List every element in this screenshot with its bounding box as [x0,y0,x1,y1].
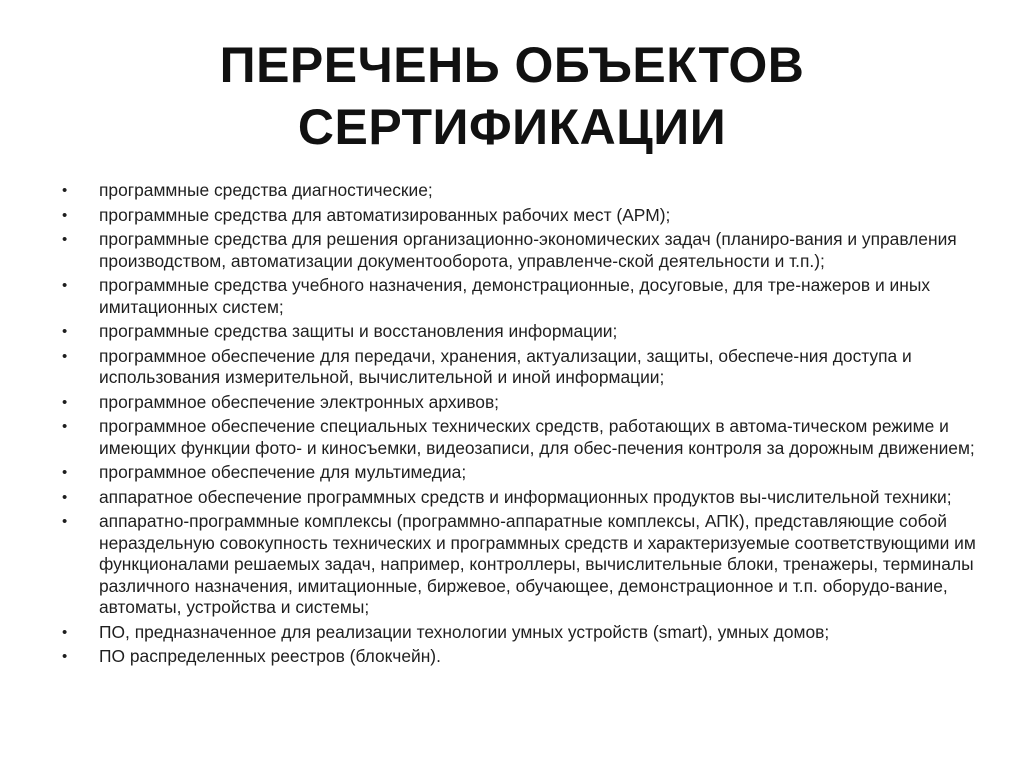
bullet-icon: • [62,393,68,411]
list-item [62,205,982,227]
list-item [62,487,982,509]
list-item-text: программные средства диагностические; [99,180,433,200]
list-item [62,462,982,484]
list-item [62,622,982,644]
list-item [62,511,982,619]
list-item-text: аппаратное обеспечение программных средств и информационных продуктов вы-числительной техники; [99,486,952,507]
bullet-icon: • [62,623,68,641]
bullet-icon: • [62,277,68,294]
list-item-text: программное обеспечение электронных архивов; [99,391,500,412]
bullet-icon: • [62,418,68,435]
list-item-text: программные средства для решения организационно-экономических задач (планиро-вания и управления производством, автоматизации документооборота, управленче-ской деятельности и т.п.); [99,229,957,271]
list-item-text: программные средства учебного назначения, демонстрационные, досуговые, для тре-нажеров и иных имитационных систем; [99,275,931,317]
bullet-icon: • [62,182,68,199]
list-item-text: программное обеспечение специальных технических средств, работающих в автома-тическом режиме и имеющих функции фото- и киносъемки, видеозаписи, для обес-печения контроля за дорожным движением; [99,416,975,458]
bullet-icon: • [62,206,68,224]
list-item [62,346,982,389]
list-item-text: программное обеспечение для передачи, хранения, актуализации, защиты, обеспече-ния доступа и использования измерительной, вычислительной и иной информации; [99,345,912,387]
title-line-1: ПЕРЕЧЕНЬ ОБЪЕКТОВ [219,37,805,93]
bullet-icon: • [62,488,68,506]
bullet-icon: • [62,347,68,365]
list-item-text: программные средства защиты и восстановления информации; [99,321,618,341]
page-title [0,34,1024,158]
list-item-text: аппаратно-программные комплексы (программно-аппаратные комплексы, АПК), представляющие собой нераздельную совокупность технических и программных средств и характеризуемые соответствующими им функционалами решаемых задач, например, контроллеры, вычислительные блоки, тренажеры, терминалы различного назначения, имитационные, биржевое, обучающее, демонстрационное и т.п. оборудо-вание, автоматы, устройства и системы; [99,511,976,617]
list-item [62,275,982,318]
list-item-text: ПО распределенных реестров (блокчейн). [99,646,441,666]
bullet-icon: • [62,513,68,530]
list-item-text: программное обеспечение для мультимедиа; [99,462,467,482]
list-item [62,180,982,202]
list-item [62,646,982,668]
list-item [62,229,982,272]
list-item-text: программные средства для автоматизированных рабочих мест (АРМ); [99,204,671,225]
list-item-text: ПО, предназначенное для реализации технологии умных устройств (smart), умных домов; [99,621,830,642]
certification-objects-list [62,180,982,671]
bullet-icon: • [62,648,68,665]
bullet-icon: • [62,323,68,340]
list-item [62,392,982,414]
bullet-icon: • [62,464,68,481]
title-line-2: СЕРТИФИКАЦИИ [297,99,727,155]
bullet-icon: • [62,231,68,248]
list-item [62,321,982,343]
list-item [62,416,982,459]
